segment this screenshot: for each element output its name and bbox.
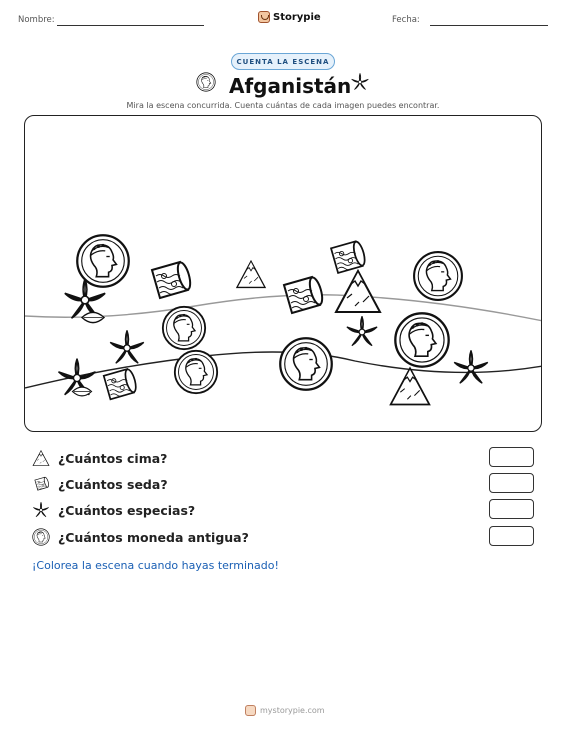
answer-box[interactable] [489, 526, 534, 546]
date-line[interactable] [430, 25, 548, 26]
peak-icon [336, 271, 380, 312]
coin-icon [163, 307, 205, 349]
activity-badge: CUENTA LA ESCENA [231, 53, 335, 70]
coin-icon [196, 72, 216, 92]
silk-icon [284, 276, 325, 313]
brand-name: Storypie [273, 11, 321, 23]
question-row [32, 526, 249, 548]
question-text: ¿Cuántos seda? [58, 476, 168, 492]
footer-url[interactable]: mystorypie.com [260, 706, 325, 715]
question-text: ¿Cuántos cima? [58, 450, 168, 466]
question-row [32, 473, 168, 495]
storypie-logo-icon [258, 11, 270, 23]
coin-icon [32, 528, 50, 546]
spices-icon [32, 501, 50, 519]
answer-box[interactable] [489, 473, 534, 493]
spices-icon [347, 316, 377, 346]
question-text: ¿Cuántos especias? [58, 502, 196, 518]
coin-icon [175, 351, 217, 393]
name-label: Nombre: [18, 15, 55, 25]
instructions: Mira la escena concurrida. Cuenta cuántas de cada imagen puedes encontrar. [126, 101, 440, 110]
peak-icon [237, 261, 265, 287]
storypie-logo-icon [245, 705, 256, 716]
silk-icon [104, 368, 138, 399]
footer [245, 705, 325, 716]
answer-box[interactable] [489, 447, 534, 467]
spices-icon [350, 72, 370, 92]
silk-icon [32, 475, 50, 493]
question-row [32, 499, 195, 521]
peak-icon [32, 449, 50, 467]
peak-icon [391, 368, 430, 404]
question-text: ¿Cuántos moneda antigua? [58, 529, 249, 545]
coin-icon [395, 313, 448, 366]
coin-icon [414, 252, 462, 300]
page-title: Afganistán [229, 74, 352, 98]
coin-icon [280, 338, 332, 390]
busy-scene [24, 115, 542, 432]
date-label: Fecha: [392, 15, 420, 25]
brand [258, 11, 321, 23]
spices-icon [110, 330, 144, 363]
spices-icon [454, 350, 488, 383]
leaf-icon [82, 312, 104, 322]
question-row [32, 447, 167, 469]
answer-box[interactable] [489, 499, 534, 519]
closing-note: ¡Colorea la escena cuando hayas terminado! [32, 559, 279, 572]
silk-icon [331, 241, 367, 273]
silk-icon [152, 261, 193, 298]
name-line[interactable] [57, 25, 204, 26]
